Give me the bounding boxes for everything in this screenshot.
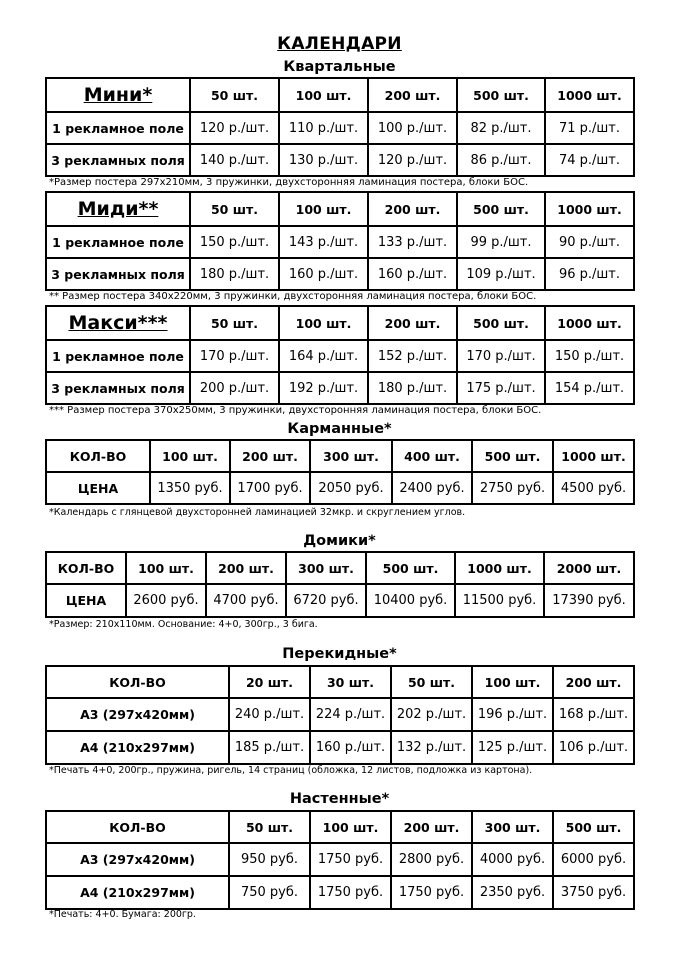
row-label: А4 (210х297мм) [46,731,229,764]
qty-header: 300 шт. [310,440,392,472]
qty-header: 500 шт. [553,811,634,843]
mini-name: Мини* [46,78,190,112]
price-cell: 11500 руб. [455,584,544,617]
maxi-name: Макси*** [46,306,190,340]
pocket-footnote: *Календарь с глянцевой двухсторонней ламинацией 32мкр. и скруглением углов. [49,507,466,518]
price-cell: 160 р./шт. [279,258,368,290]
qty-header: 100 шт. [472,666,553,698]
price-cell: 1700 руб. [230,472,310,504]
row-label: А4 (210х297мм) [46,876,229,909]
price-cell: 6000 руб. [553,843,634,876]
midi-footnote: ** Размер постера 340х220мм, 3 пружинки, двухсторонняя ламинация постера, блоки БОС. [49,291,537,302]
wall-subtitle: Настенные* [289,791,390,807]
price-cell: 17390 руб. [544,584,634,617]
pocket-price-table [45,439,635,505]
price-cell: 2750 руб. [472,472,553,504]
qty-header: 20 шт. [229,666,310,698]
price-cell: 90 р./шт. [545,226,634,258]
price-cell: 130 р./шт. [279,144,368,176]
qty-header: 300 шт. [472,811,553,843]
mini-footnote: *Размер постера 297х210мм, 3 пружинки, двухсторонняя ламинация постера, блоки БОС. [49,177,529,188]
qty-header: 200 шт. [368,192,457,226]
price-cell: 750 руб. [229,876,310,909]
price-cell: 4500 руб. [553,472,634,504]
price-cell: 196 р./шт. [472,698,553,731]
price-cell: 240 р./шт. [229,698,310,731]
qty-header: 200 шт. [391,811,472,843]
price-cell: 109 р./шт. [457,258,545,290]
maxi-price-table [45,305,635,405]
qty-header: 1000 шт. [545,306,634,340]
qty-header: 200 шт. [230,440,310,472]
price-cell: 100 р./шт. [368,112,457,144]
price-cell: 82 р./шт. [457,112,545,144]
price-cell: 152 р./шт. [368,340,457,372]
maxi-footnote: *** Размер постера 370х250мм, 3 пружинки, двухсторонняя ламинация постера, блоки БОС. [49,405,542,416]
row-label: 1 рекламное поле [46,112,190,144]
price-cell: 1750 руб. [391,876,472,909]
wall-price-table [45,810,635,910]
qty-label: КОЛ-ВО [46,666,229,698]
pocket-subtitle: Карманные* [287,421,392,437]
row-label: 3 рекламных поля [46,144,190,176]
qty-header: 500 шт. [457,306,545,340]
row-label: 3 рекламных поля [46,258,190,290]
price-cell: 74 р./шт. [545,144,634,176]
price-cell: 170 р./шт. [457,340,545,372]
price-cell: 120 р./шт. [190,112,279,144]
price-cell: 192 р./шт. [279,372,368,404]
price-cell: 150 р./шт. [545,340,634,372]
qty-header: 500 шт. [366,552,455,584]
price-cell: 132 р./шт. [391,731,472,764]
qty-label: КОЛ-ВО [46,552,126,584]
price-cell: 1750 руб. [310,876,391,909]
price-cell: 71 р./шт. [545,112,634,144]
price-cell: 154 р./шт. [545,372,634,404]
row-label: 3 рекламных поля [46,372,190,404]
price-cell: 99 р./шт. [457,226,545,258]
wall-footnote: *Печать: 4+0. Бумага: 200гр. [49,909,196,920]
price-cell: 180 р./шт. [190,258,279,290]
price-cell: 96 р./шт. [545,258,634,290]
price-cell: 2800 руб. [391,843,472,876]
price-cell: 164 р./шт. [279,340,368,372]
price-cell: 143 р./шт. [279,226,368,258]
price-label: ЦЕНА [46,584,126,617]
midi-price-table [45,191,635,291]
flip-price-table [45,665,635,765]
price-cell: 133 р./шт. [368,226,457,258]
price-cell: 140 р./шт. [190,144,279,176]
price-cell: 160 р./шт. [310,731,391,764]
price-cell: 168 р./шт. [553,698,634,731]
price-cell: 106 р./шт. [553,731,634,764]
qty-header: 500 шт. [472,440,553,472]
price-cell: 110 р./шт. [279,112,368,144]
price-cell: 2400 руб. [392,472,472,504]
quarterly-subtitle: Квартальные [283,59,396,75]
price-cell: 6720 руб. [286,584,366,617]
house-subtitle: Домики* [303,533,376,549]
mini-price-table [45,77,635,177]
price-label: ЦЕНА [46,472,150,504]
flip-subtitle: Перекидные* [282,646,397,662]
qty-header: 400 шт. [392,440,472,472]
qty-header: 30 шт. [310,666,391,698]
qty-label: КОЛ-ВО [46,440,150,472]
qty-header: 50 шт. [190,78,279,112]
qty-header: 50 шт. [190,306,279,340]
row-label: А3 (297х420мм) [46,843,229,876]
row-label: 1 рекламное поле [46,226,190,258]
price-cell: 185 р./шт. [229,731,310,764]
qty-header: 100 шт. [150,440,230,472]
qty-header: 200 шт. [206,552,286,584]
qty-header: 300 шт. [286,552,366,584]
price-cell: 2350 руб. [472,876,553,909]
midi-name: Миди** [46,192,190,226]
page-title: КАЛЕНДАРИ [277,34,402,54]
qty-header: 200 шт. [553,666,634,698]
row-label: А3 (297х420мм) [46,698,229,731]
qty-header: 100 шт. [279,78,368,112]
qty-header: 1000 шт. [455,552,544,584]
house-price-table [45,551,635,618]
qty-header: 100 шт. [279,306,368,340]
qty-header: 50 шт. [391,666,472,698]
qty-header: 1000 шт. [553,440,634,472]
row-label: 1 рекламное поле [46,340,190,372]
price-cell: 86 р./шт. [457,144,545,176]
price-cell: 125 р./шт. [472,731,553,764]
price-cell: 4000 руб. [472,843,553,876]
price-cell: 1350 руб. [150,472,230,504]
price-cell: 180 р./шт. [368,372,457,404]
price-cell: 200 р./шт. [190,372,279,404]
price-cell: 160 р./шт. [368,258,457,290]
flip-footnote: *Печать 4+0, 200гр., пружина, ригель, 14 страниц (обложка, 12 листов, подложка из картона). [49,765,533,776]
price-cell: 10400 руб. [366,584,455,617]
qty-header: 100 шт. [310,811,391,843]
price-cell: 1750 руб. [310,843,391,876]
price-cell: 170 р./шт. [190,340,279,372]
qty-header: 1000 шт. [545,192,634,226]
qty-header: 1000 шт. [545,78,634,112]
qty-header: 200 шт. [368,78,457,112]
qty-header: 2000 шт. [544,552,634,584]
price-cell: 150 р./шт. [190,226,279,258]
qty-header: 200 шт. [368,306,457,340]
price-cell: 202 р./шт. [391,698,472,731]
price-cell: 3750 руб. [553,876,634,909]
price-cell: 2050 руб. [310,472,392,504]
qty-header: 50 шт. [190,192,279,226]
price-cell: 175 р./шт. [457,372,545,404]
price-cell: 950 руб. [229,843,310,876]
qty-header: 100 шт. [279,192,368,226]
price-cell: 2600 руб. [126,584,206,617]
qty-header: 500 шт. [457,192,545,226]
qty-label: КОЛ-ВО [46,811,229,843]
house-footnote: *Размер: 210х110мм. Основание: 4+0, 300гр., 3 бига. [49,619,318,630]
qty-header: 50 шт. [229,811,310,843]
qty-header: 500 шт. [457,78,545,112]
price-cell: 224 р./шт. [310,698,391,731]
qty-header: 100 шт. [126,552,206,584]
price-cell: 120 р./шт. [368,144,457,176]
price-cell: 4700 руб. [206,584,286,617]
